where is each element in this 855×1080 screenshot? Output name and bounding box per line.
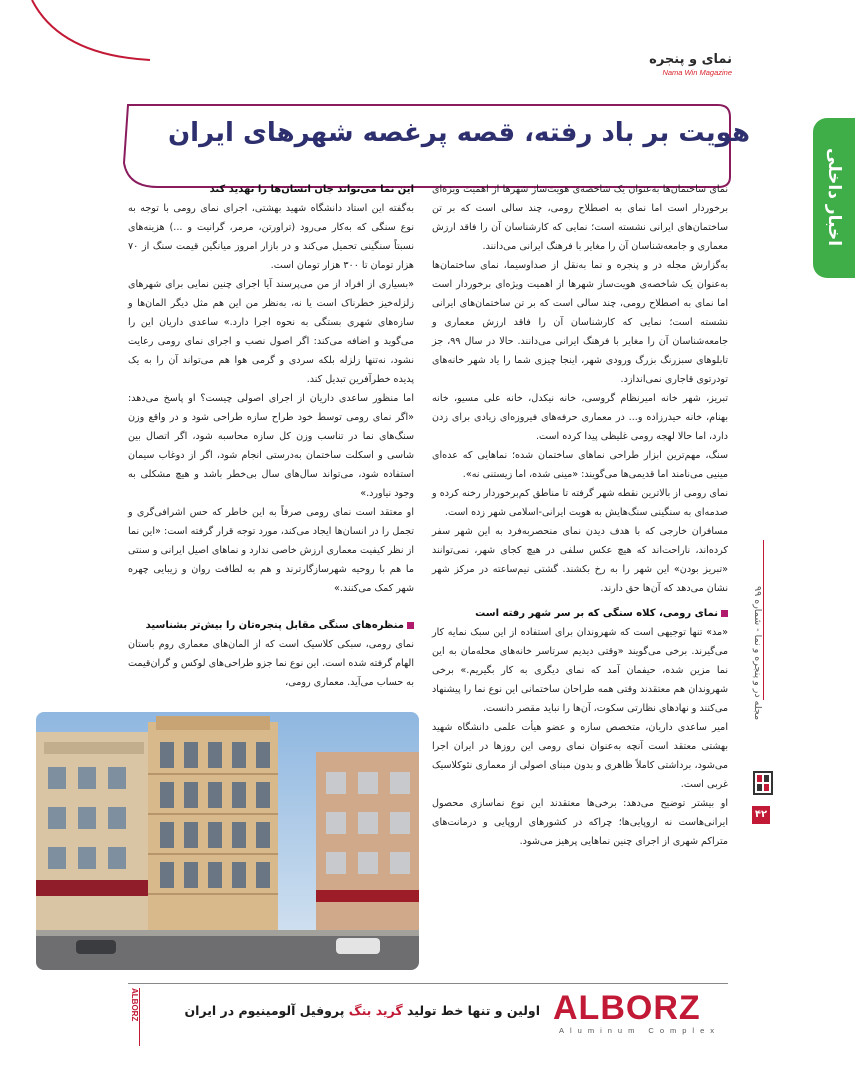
ad-side-text: ALBORZ bbox=[130, 988, 139, 1022]
building-photo bbox=[36, 712, 419, 970]
issue-info: مجله در و پنجره و نما - شماره ۹۹ bbox=[752, 585, 763, 720]
ad-text-post: پروفیل آلومینیوم در ایران bbox=[184, 1003, 345, 1018]
alborz-brand: ALBORZ bbox=[553, 989, 701, 1027]
paragraph: به‌گزارش مجله در و پنجره و نما به‌نقل از صداو‌سیما، نمای ساختمان‌ها به‌عنوان یک شاخصه‌ی هویت‌ساز شهرها از اهمیت ویژه‌ای برخوردار است اما نمای به اصطلاح رومی، چند سالی است که بر تن ساختمان‌های ایرانی نشسته است؛ نمایی که کارشناسان آن را فاقد ارزش معماری و جامعه‌شناسان آن را مغایر با فرهنگ ایرانی می‌دانند. حالا در سال ۹۹، جز تابلوهای سبزرنگ بزرگ ورودی شهر، اینجا چیزی شما را یاد شهر خانه‌های تودرتوی قاجاری نمی‌اندازد. bbox=[432, 260, 728, 385]
square-bullet-icon bbox=[721, 610, 728, 617]
paragraph: «بسیاری از افراد از من می‌پرسند آیا اجرای چنین نمایی برای شهرهای زلزله‌خیز خطرناک است یا نه، به‌نظر من این هم مثل دیگر المان‌ها و سازه‌های شهری بستگی به نحوه اجرا دارد.» ساعدی داریان این را می‌گوید و اضافه می‌کند: اگر اصول نصب و اجرای نمای رومی رعایت نشود، نه‌تنها زلزله بلکه سردی و گرمی هوا هم می‌تواند آن را به یک پدیده خطرآفرین تبدیل کند. bbox=[128, 279, 414, 385]
paragraph: نمای رومی، سبکی کلاسیک است که از المان‌های معماری روم باستان الهام گرفته شده است. این نوع نما جزو طراحی‌های لوکس و گران‌قیمت به حساب می‌آید. معماری رومی، bbox=[128, 639, 414, 688]
paragraph: او بیشتر توضیح می‌دهد: برخی‌ها معتقدند این نوع نماسازی محصول ایرانی‌هاست نه اروپایی‌ها؛ چراکه در کشورهای اروپایی و درمانت‌های متراکم شهری از اجرای چنین نماهایی پرهیز می‌شود. bbox=[432, 798, 728, 847]
subheading: منظره‌های سنگی مقابل پنجره‌تان را بیش‌تر بشناسید bbox=[145, 620, 404, 631]
paragraph: تبریز، شهر خانه امیرنظام گروسی، خانه نیکدل، خانه علی مسیو، خانه بهنام، خانه حیدرزاده و... در معماری حرفه‌های فیروزه‌ای زیادی برای زدن دارد، اما حالا لهجه رومی غلیظی پیدا کرده است. bbox=[432, 393, 728, 442]
page-number: ۴۲ bbox=[752, 806, 770, 824]
paragraph: سنگ، مهم‌ترین ابزار طراحی نماهای ساختمان شده؛ نماهایی که عده‌ای مینیی می‌نامند اما قدیمی‌ها می‌گویند: «مینی شده، اما زیستنی نه». bbox=[432, 450, 728, 480]
corner-decoration bbox=[0, 0, 160, 80]
subheading-row bbox=[128, 616, 414, 635]
paragraph: «مد» تنها توجیهی است که شهروندان برای استفاده از این سبک نمایه کار می‌گیرند. برخی می‌گویند «وقتی دیدیم سرتاسر خانه‌های محله‌مان به این نما مزین شده، حیفمان آمد که نمای دیگری به کار بگیریم.» برخی شهروندان هم معتقدند وقتی همه طراحان ساختمانی این نوع نما را پیشنهاد می‌کنند و نهادهای نظارتی سکوت، آن‌ها را نباید مقصر دانست. bbox=[432, 627, 728, 714]
paragraph: اما منظور ساعدی داریان از اجرای اصولی چیست؟ او پاسخ می‌دهد: «اگر نمای رومی توسط خود طراح سازه طراحی شود و در واقع وزن سنگ‌های نما در تناسب وزن کل سازه محاسبه شود، اگر اتصال بین شاسی و اسکلت ساختمان به‌درستی انجام شود، اگر از دوغاب سیمان استفاده شود، می‌تواند سال‌های سال بی‌خطر باشد و هیچ مشکلی به وجود نیاورد.» bbox=[128, 393, 414, 499]
paragraph: امیر ساعدی داریان، متخصص سازه و عضو هیأت علمی دانشگاه شهید بهشتی معتقد است آنچه به‌عنوان نمای رومی این روزها در ایران اجرا می‌شود، برداشتی کاملاً ظاهری و بدون مبنای اصولی از معماری نئوکلاسیک غربی است. bbox=[432, 722, 728, 790]
margin-rule bbox=[763, 540, 764, 700]
ad-slogan bbox=[150, 1003, 540, 1018]
ad-text-pre: اولین و تنها خط تولید bbox=[407, 1003, 540, 1018]
subheading-row bbox=[432, 604, 728, 623]
paragraph: به‌گفته این استاد دانشگاه شهید بهشتی، اجرای نمای رومی با توجه به نوع سنگی که به‌کار می‌رود (تراورتن، مرمر، گرانیت و ...) هزینه‌های نسبتاً سنگینی تحمیل می‌کند و در بازار امروز میانگین قیمت سنگ از ۷۰ هزار تومان تا ۳۰۰ هزار تومان است. bbox=[128, 203, 414, 271]
paragraph: نمای رومی از بالاترین نقطه شهر گرفته تا مناطق کم‌برخوردار رخنه کرده و صدمه‌ای به سنگینی سنگ‌هایش به هویت ایرانی-اسلامی شهر زده است. bbox=[432, 488, 728, 518]
subheading: نمای رومی، کلاه سنگی که بر سر شهر رفته است bbox=[475, 608, 718, 619]
alborz-sub: Aluminum Complex bbox=[559, 1026, 721, 1035]
bottom-divider bbox=[128, 983, 728, 984]
paragraph: مسافران خارجی که با هدف دیدن نمای منحصربه‌فرد به این شهر سفر کرده‌اند، ناراحت‌اند که هیچ عکس سلفی در هیچ کجای شهر، نمی‌توانند «تبریز بودن» این شهر را به رخ بکشند. گشتی نیم‌ساعته در مرکز شهر نشان می‌دهد که آن‌ها حق دارند. bbox=[432, 526, 728, 594]
magazine-logo bbox=[640, 52, 732, 84]
window-icon bbox=[752, 770, 774, 796]
ad-side-brand bbox=[128, 988, 140, 1046]
section-tab-label: اخبار داخلی bbox=[824, 147, 844, 247]
right-column bbox=[432, 180, 728, 851]
ad-text-accent: گرید بنگ bbox=[348, 1003, 403, 1018]
paragraph: او معتقد است نمای رومی صرفاً به این خاطر که حس اشرافی‌گری و تجمل را در انسان‌ها ایجاد می‌کند، مورد توجه قرار گرفته است: «این نما از نظر کیفیت معماری ارزش خاصی ندارد و نماهای اصیل ایرانی و سنتی ما هم با روحیه شهرسازگارترند و هم به لطافت روان و زیبایی چهره شهر کمک می‌کنند.» bbox=[128, 507, 414, 594]
subheading-row bbox=[128, 180, 414, 199]
section-tab bbox=[747, 118, 855, 278]
alborz-logo bbox=[553, 991, 733, 1041]
logo-en: Nama Win Magazine bbox=[662, 68, 732, 77]
subheading: این نما می‌تواند جان انسان‌ها را تهدید کند bbox=[209, 184, 414, 195]
square-bullet-icon bbox=[407, 622, 414, 629]
headline: هویت بر باد رفته، قصه پرغصه شهرهای ایران bbox=[167, 118, 750, 148]
logo-fa: نمای و پنجره bbox=[649, 52, 732, 67]
left-column bbox=[128, 180, 414, 692]
paragraph: نمای ساختمان‌ها به‌عنوان یک شاخصه‌ی هویت‌ساز شهرها از اهمیت ویژه‌ای برخوردار است اما نمای به اصطلاح رومی، چند سالی است که بر تن ساختمان‌های ایرانی نشسته است؛ نمایی که کارشناسان آن را فاقد ارزش معماری و جامعه‌شناسان آن را مغایر با فرهنگ ایرانی می‌دانند. bbox=[432, 184, 728, 252]
